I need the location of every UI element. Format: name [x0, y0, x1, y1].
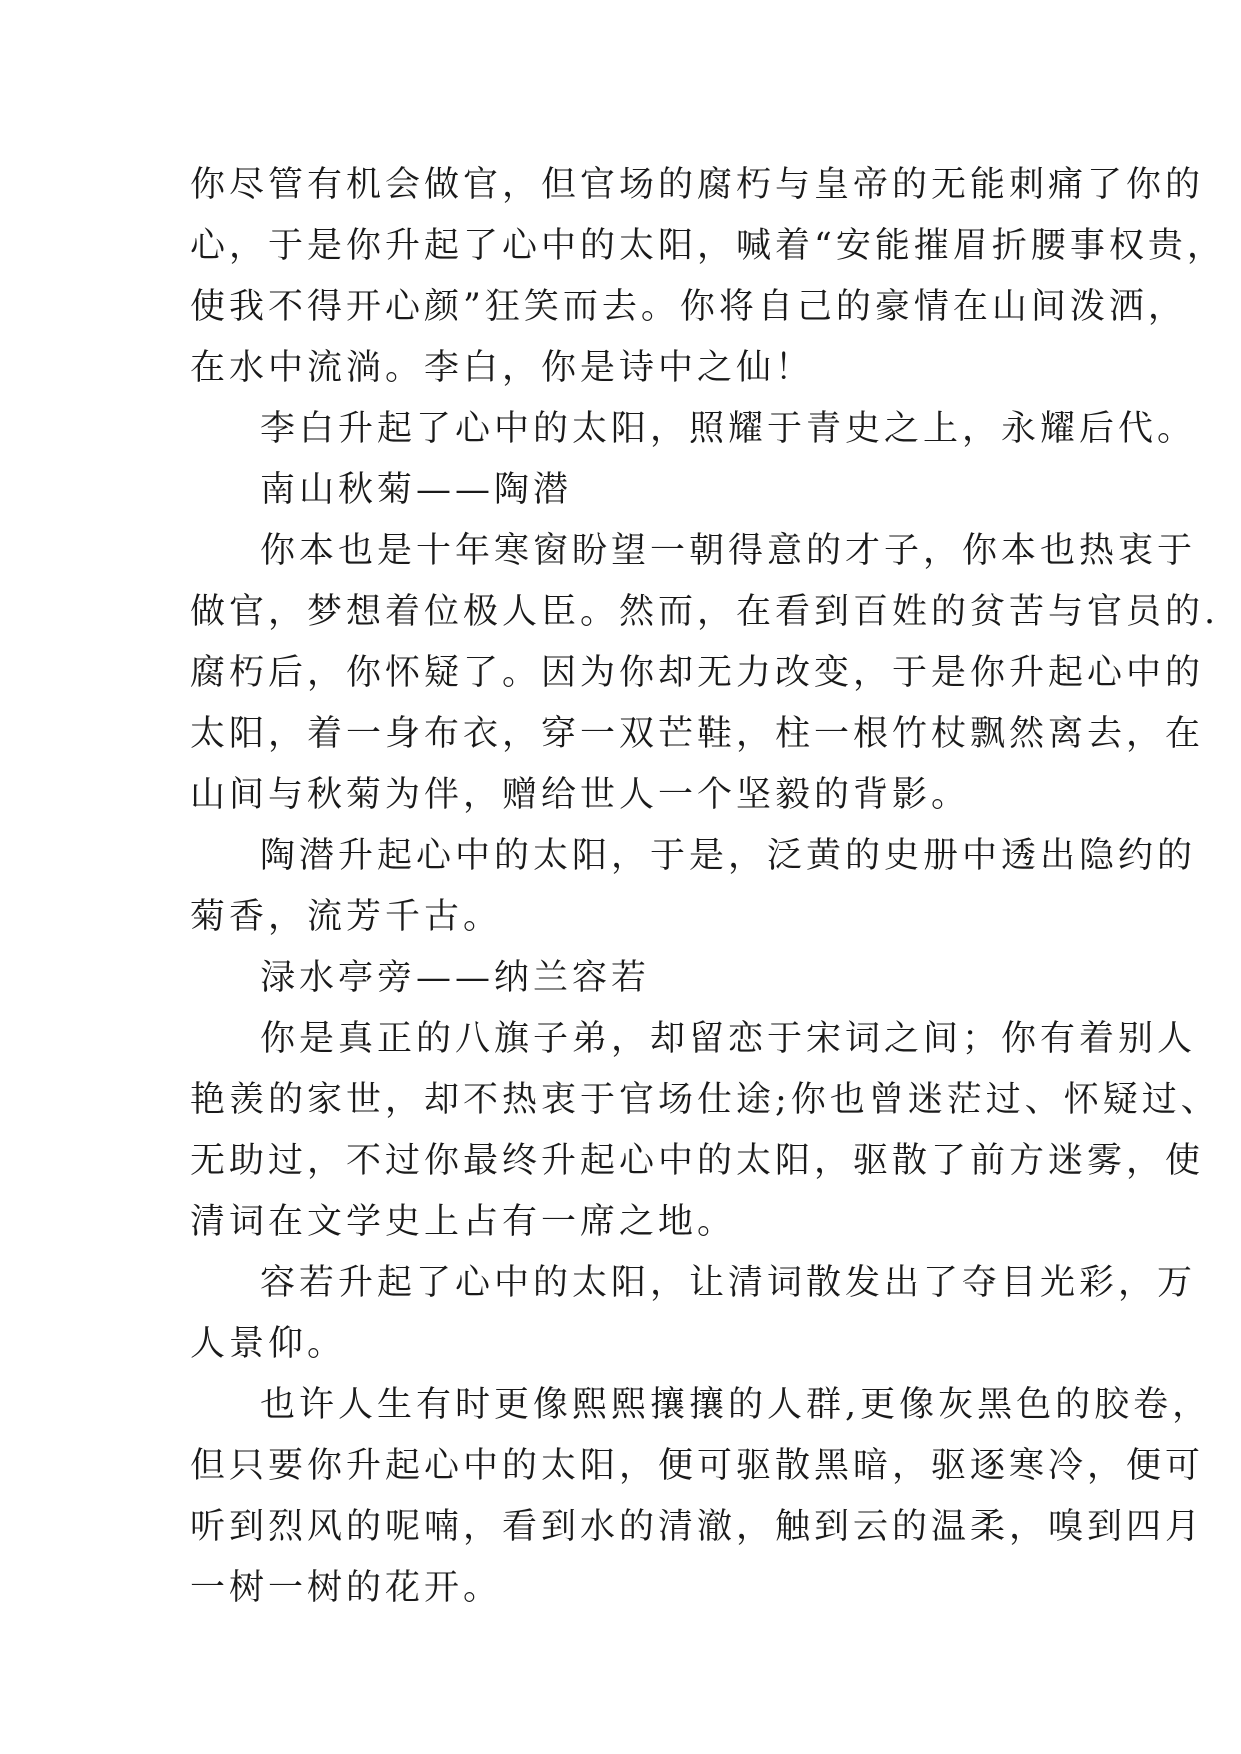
text-line: 清词在文学史上占有一席之地。: [190, 1202, 737, 1242]
text-line: 在水中流淌。李白，你是诗中之仙！: [190, 348, 815, 388]
text-line: 人景仰。: [190, 1324, 347, 1364]
text-line: 你尽管有机会做官，但官场的腐朽与皇帝的无能刺痛了你的: [190, 165, 1205, 205]
text-line: 心，于是你升起了心中的太阳，喊着“安能摧眉折腰事权贵，: [190, 226, 1226, 266]
text-line: 一树一树的花开。: [190, 1568, 503, 1608]
text-line: 你本也是十年寒窗盼望一朝得意的才子，你本也热衷于: [260, 531, 1197, 571]
text-line: 容若升起了心中的太阳，让清词散发出了夺目光彩，万: [260, 1263, 1197, 1303]
text-line: 但只要你升起心中的太阳，便可驱散黑暗，驱逐寒冷，便可: [190, 1446, 1205, 1486]
text-line: 太阳，着一身布衣，穿一双芒鞋，柱一根竹杖飘然离去，在: [190, 714, 1205, 754]
text-line: 腐朽后，你怀疑了。因为你却无力改变，于是你升起心中的: [190, 653, 1205, 693]
text-line: 山间与秋菊为伴，赠给世人一个坚毅的背影。: [190, 775, 971, 815]
section-heading: 南山秋菊——陶潜: [260, 470, 573, 510]
section-heading: 渌水亭旁——纳兰容若: [260, 958, 651, 998]
text-line: 菊香，流芳千古。: [190, 897, 503, 937]
text-line: 也许人生有时更像熙熙攘攘的人群,更像灰黑色的胶卷，: [260, 1385, 1212, 1425]
text-line: 李白升起了心中的太阳，照耀于青史之上，永耀后代。: [260, 409, 1197, 449]
body-text: [190, 155, 1226, 1619]
text-line: 听到烈风的呢喃，看到水的清澈，触到云的温柔，嗅到四月: [190, 1507, 1205, 1547]
text-line: 做官，梦想着位极人臣。然而，在看到百姓的贫苦与官员的.: [190, 592, 1220, 632]
text-line: 无助过，不过你最终升起心中的太阳，驱散了前方迷雾，使: [190, 1141, 1205, 1181]
text-line: 陶潜升起心中的太阳，于是，泛黄的史册中透出隐约的: [260, 836, 1197, 876]
text-line: 艳羡的家世，却不热衷于官场仕途;你也曾迷茫过、怀疑过、: [190, 1080, 1220, 1120]
text-line: 使我不得开心颜”狂笑而去。你将自己的豪情在山间泼洒，: [190, 287, 1187, 327]
text-line: 你是真正的八旗子弟，却留恋于宋词之间；你有着别人: [260, 1019, 1197, 1059]
